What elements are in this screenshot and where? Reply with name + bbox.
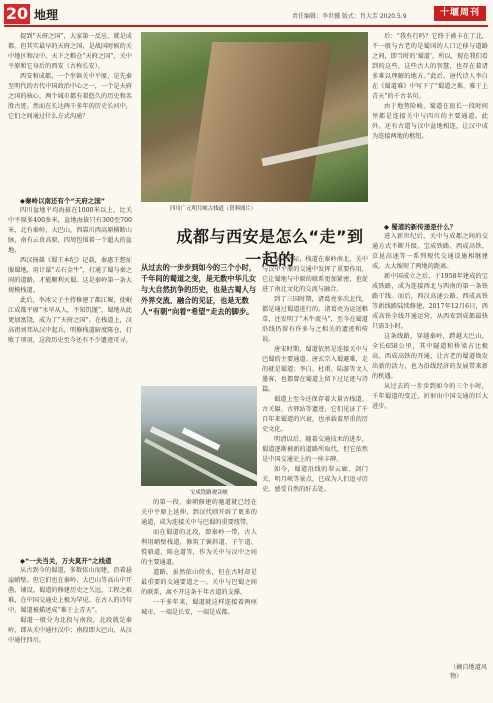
section-title: 地理 [34,8,59,22]
paragraph: 西安和成都，一个坐镇关中平原，是先秦至明代的古代中国政治中心之一，一个是天府之国的核心，两个城市都有着悠久的历史和名胜古迹。然而在长达两千多年的历史长河中，它们之间通过什么方式沟通？ [8,73,132,120]
column-1-section-1 [8,196,132,346]
column-2-bottom [141,498,257,618]
track-shape [150,426,257,486]
editor-info: 责任编辑：李世骥 版式：肖大芳 2020.5.9 [292,13,407,20]
pull-quote: 从过去的一步步到如今的三个小时，千年间的蜀道之变，是无数中华儿女与大自然抗争的历史，也是古蜀人与外界交流、融合的见证，也是无数人“有朝”向着“希望”走去的脚步。 [141,263,257,316]
column-1-intro [8,32,132,122]
subheading: ◆秦岭以南还有个“天府之国” [20,197,106,205]
paragraph: 蜀道一般分为北段与南段，北段就是秦岭，即从关中通往汉中；南段即大巴山，从汉中通往四川。 [8,617,132,644]
paragraph: 此后，李冰父子主持修建了都江堰，使岷江成都平原“水旱从人，不知饥馑”，蜀地从此更加富饶，成为了“天府之国”。在栈道上，汉高祖刘邦从汉中起兵，明修栈道暗度陈仓，打败了项羽，这段历史至今还有不少遗迹可寻。 [8,297,132,344]
page-number: 20 [5,4,29,23]
source-credit: （摘自地道风物） [450,664,488,680]
paragraph: 蜀道上至今还保存着大量古栈道、古关隘、古驿站等遗迹，它们见证了千百年来蜀道的兴衰，也承载着厚重的历史文化。 [262,396,368,433]
column-4-section [372,222,488,412]
page-header [0,0,493,26]
paragraph: 到了三国时期，诸葛亮多次北伐，都是通过蜀道进行的。诸葛亮为运送粮草，还发明了“木牛流马”，至今在蜀道沿线仍留有许多与之相关的遗迹和传说。 [262,296,368,343]
article-headline: 成都与西安是怎么“走”到一起的 [176,227,364,269]
photo-caption: 宝成铁路观音峡 [190,490,228,496]
paragraph: 而在蜀道的北段，即秦岭一带，古人利用峭壁栈道，修筑了褒斜道、子午道、傥骆道、陈仓道等，作为关中与汉中之间的主要通道。 [141,529,257,566]
photo-caption: 四川广元明月峡古栈道（资料图片） [170,206,257,212]
paragraph: 由于地势险峻，蜀道在很长一段时间里都是连接关中与四川的主要通道。此外，还有古道与汉中盆地相连，让汉中成为连接两地的枢纽。 [372,103,488,140]
paragraph: 如今，蜀道沿线的翠云廊、剑门关、明月峡等景点，已成为人们追寻历史、感受自然的好去处。 [262,466,368,493]
paragraph: 的第一段，秦朝修建的驰道就已经在关中平原上延伸，到汉代则开辟了更多的通道，成为连接关中与巴蜀的重要纽带。 [141,499,257,526]
column-3 [262,255,368,495]
newspaper-logo: 十堰周刊 [434,6,486,21]
cliff-road-photo [141,32,368,202]
paragraph: 新中国成立之后，于1958年建成的宝成铁路，成为连接西北与西南的第一条铁路干线。而后，西汉高速公路、西成高铁等新线路陆续修建，2017年12月6日，西成高铁全线开通运营，从西安到成都最快只需3小时。 [372,273,488,330]
paragraph: 明清以后，随着交通技术的进步，蜀道逐渐被新的道路所取代，但它依然是中国交通史上的一座丰碑。 [262,436,368,463]
paragraph: 秦汉之际，栈道在秦岭南北、关中与汉中平原的交通中发挥了重要作用，它让蜀地与中原的联系更加紧密，也促进了南北文化的交流与融合。 [262,256,368,293]
paragraph: 从过去的一步步到如今的三个小时，千年蜀道的变迁，折射出中国交通的巨大进步。 [372,383,488,410]
subheading: ◆ 蜀道的新传递是什么？ [384,223,457,231]
paragraph: 进入新世纪后，关中与成都之间的交通方式不断升级。宝成铁路、西成高铁、京昆高速等一系列现代交通设施相继建成，大大缩短了两地的距离。 [372,233,488,270]
column-4-top [372,32,488,142]
header-rule [4,25,488,27]
paragraph: 西汉扬雄《蜀王本纪》记载，秦惠王想征服蜀地，用计谋“五石金牛”，打通了蜀与秦之间的道路，才能顺利灭蜀。这是秦岭第一条大规模栈道。 [8,257,132,294]
paragraph: 这条线路，穿越秦岭，跨越大巴山，全长658公里，其中隧道和桥梁占比极高。西成高铁的开通，让古老的蜀道焕发出新的活力，也为沿线经济的发展带来新的机遇。 [372,333,488,380]
paragraph: 唐宋时期，蜀道依然是连接关中与巴蜀的主要通道。唐玄宗入蜀避难，走的就是蜀道；李白、杜甫、陆游等文人墨客，也都曾在蜀道上留下过足迹与诗篇。 [262,346,368,393]
track-shape [144,438,257,486]
paragraph: 后：“我有行吗？它终于被卡在了北，不一般与古老的是蜀国的人口迁移与道路之间，即当时的‘蜀道’，所以，现在我们看到的这些，这些古人的智慧，也存在着诸多难以理解的地方。”此后，唐代诗人李白在《蜀道难》中写下了“蜀道之难，难于上青天”的千古名句。 [372,33,488,100]
paragraph: 四川盆地平均海拔在1000米以上，比关中平原多400多米，盆地海拔只有300至700米，北有秦岭，大巴山，西靠川西高原横断山脉，南有云贵高原，四周包围着一个超大的盆地。 [8,207,132,254]
paragraph: 提到“天府之国”，大家第一反应，就是成都。但其实最早的天府之国，是战国时候的关中地区和汉中。天下之粮仓“天府之国”，关中平原和它身后的西安（古称长安）。 [8,33,132,70]
paragraph: 道路，虽然依山傍水，但在古时却是最重要的交通要道之一。关中与巴蜀之间的联系，离不开这条千年古道的支撑。 [141,569,257,596]
cliff-shape [190,42,332,202]
column-1-section-2 [8,556,132,646]
paragraph: 从古到今的蜀道，多数依山而建，沿着悬崖峭壁。但它们也在秦岭、大巴山等高山中开凿、铺设。蜀道的修建历史之久远，工程之艰难，在中国交通史上极为罕见。在古人的诗句中，蜀道被描述成“难于上青天”。 [8,567,132,614]
railway-photo [141,386,257,486]
paragraph: 一千多年来，蜀道就这样连接着两座城市，一端是长安，一端是成都。 [141,599,257,616]
subheading: ◆“一夫当关，万夫莫开”之栈道 [20,557,112,565]
